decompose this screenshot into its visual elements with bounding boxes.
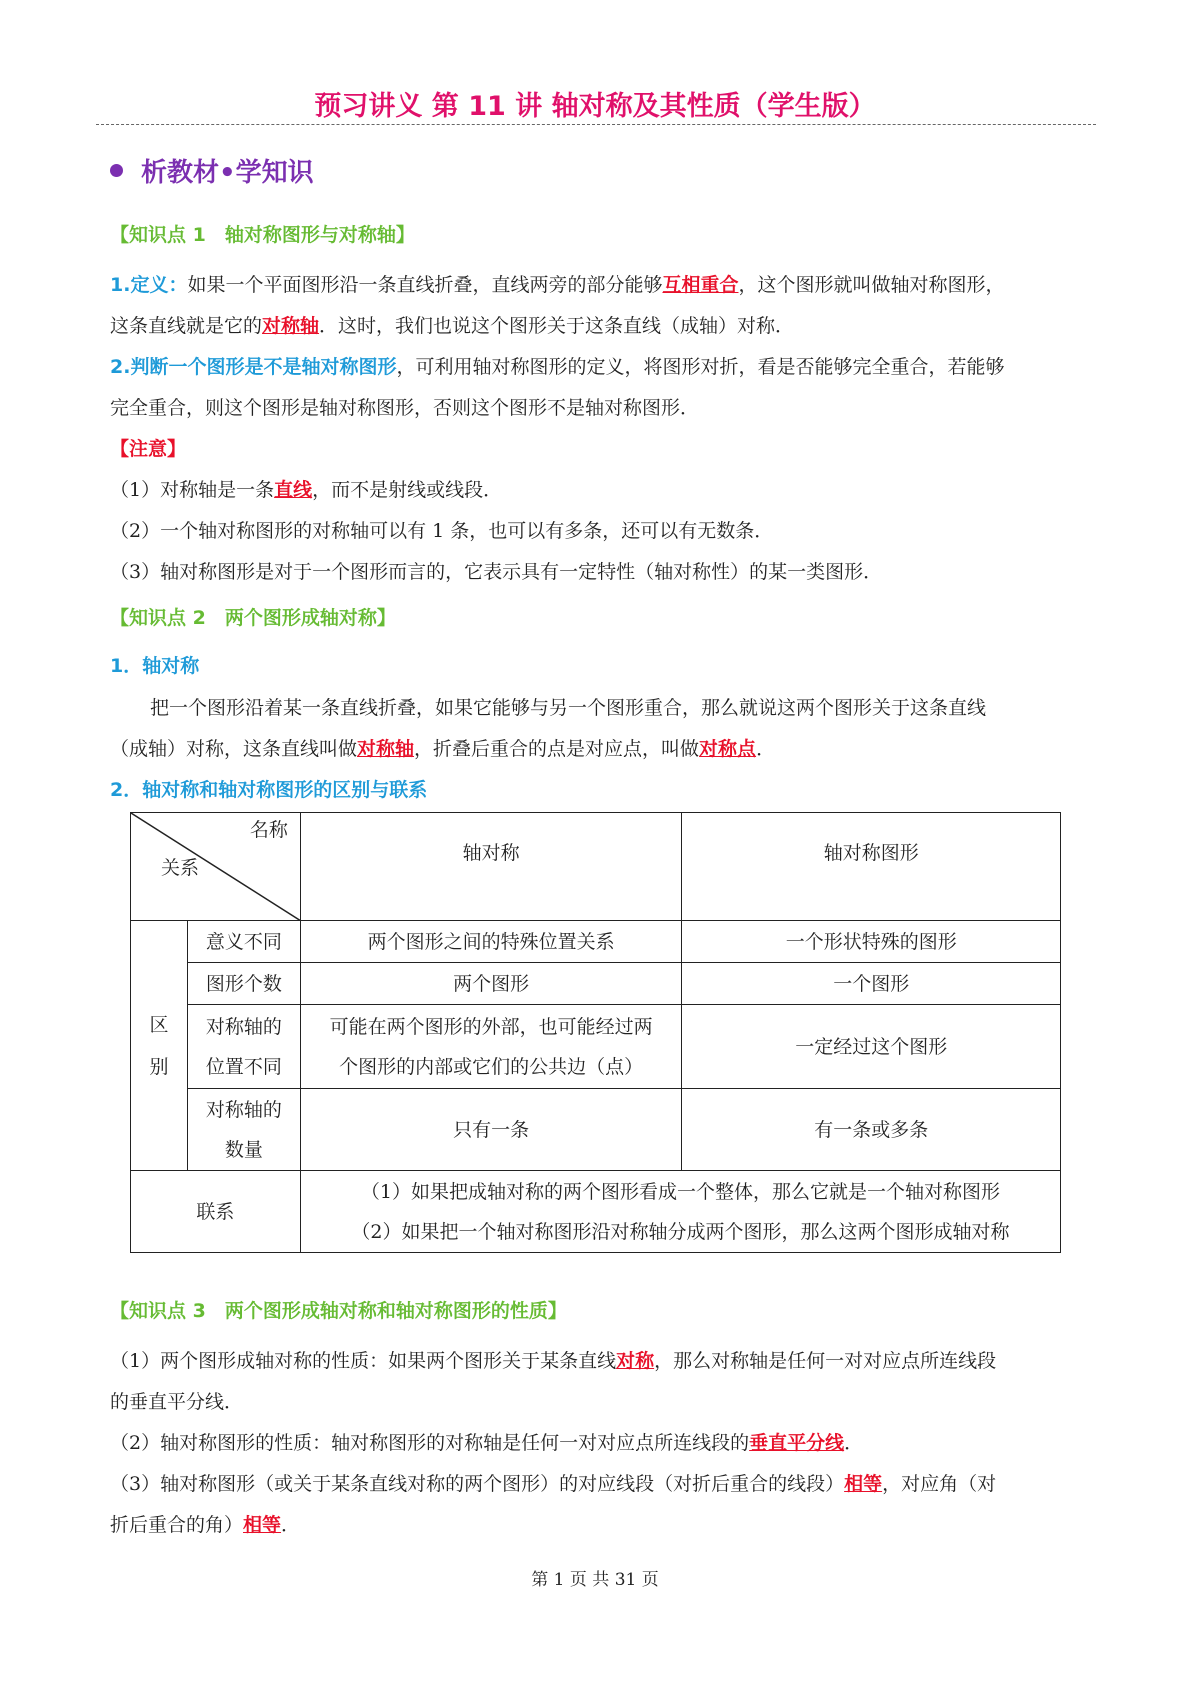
table-cell: 一个图形 xyxy=(682,963,1061,1005)
row-label: 图形个数 xyxy=(187,963,300,1005)
link-cell xyxy=(300,1171,1060,1253)
note-heading: 【注意】 xyxy=(110,438,187,460)
table-row-link xyxy=(131,1171,1061,1253)
kp2-sub1: 1．轴对称 xyxy=(110,655,200,677)
page-title: 预习讲义 第 11 讲 轴对称及其性质（学生版） xyxy=(314,91,876,122)
diagonal-header-cell xyxy=(131,813,301,921)
table-cell: 一个形状特殊的图形 xyxy=(682,921,1061,963)
kp1-judge-line2: 完全重合，则这个图形是轴对称图形，否则这个图形不是轴对称图形． xyxy=(110,397,700,419)
table-cell: 只有一条 xyxy=(300,1089,682,1171)
para-text: ． xyxy=(281,1514,301,1536)
kp2-para-line1: 把一个图形沿着某一条直线折叠，如果它能够与另一个图形重合，那么就说这两个图形关于这条直线 xyxy=(150,697,987,719)
key-term: 相等 xyxy=(243,1514,282,1536)
table-row xyxy=(131,963,1061,1005)
group-cell xyxy=(131,921,188,1171)
key-term: 互相重合 xyxy=(662,274,739,296)
section-heading xyxy=(110,152,314,189)
kp2-para-line2 xyxy=(110,734,1090,761)
group-label-b: 别 xyxy=(149,1055,169,1078)
group-label-a: 区 xyxy=(149,1013,169,1036)
row-label-line: 对称轴的 xyxy=(205,1015,282,1038)
kp1-definition-line2 xyxy=(110,311,1090,338)
kp1-heading: 【知识点 1 轴对称图形与对称轴】 xyxy=(110,224,415,246)
link-label: 联系 xyxy=(131,1171,301,1253)
table-row xyxy=(131,1089,1061,1171)
kp1-definition-line1 xyxy=(110,270,1090,297)
kp3-p3-line1 xyxy=(110,1469,1090,1496)
kp2-sub2: 2．轴对称和轴对称图形的区别与联系 xyxy=(110,779,428,801)
kp3-p2 xyxy=(110,1428,1090,1455)
table-cell: 两个图形之间的特殊位置关系 xyxy=(300,921,682,963)
cell-line: 可能在两个图形的外部，也可能经过两 xyxy=(329,1015,653,1038)
link-line-1: （1）如果把成轴对称的两个图形看成一个整体，那么它就是一个轴对称图形 xyxy=(360,1180,1000,1203)
col-header-2: 轴对称图形 xyxy=(682,813,1061,921)
table-cell: 一定经过这个图形 xyxy=(682,1005,1061,1089)
key-term: 垂直平分线 xyxy=(749,1432,845,1454)
row-label-line: 数量 xyxy=(224,1138,263,1161)
bullet-icon xyxy=(110,164,123,177)
note-1 xyxy=(110,475,1090,502)
row-label-line: 对称轴的 xyxy=(205,1098,282,1121)
table-cell xyxy=(300,1005,682,1089)
kp3-p1-line2: 的垂直平分线． xyxy=(110,1391,244,1413)
table-cell: 两个图形 xyxy=(300,963,682,1005)
kp3-p1-line1 xyxy=(110,1346,1090,1373)
judge-text: ，可利用轴对称图形的定义，将图形对折，看是否能够完全重合，若能够 xyxy=(396,356,1005,378)
note-text: ，而不是射线或线段． xyxy=(312,479,503,501)
key-term: 对称轴 xyxy=(357,738,415,760)
para-text: ，对应角（对 xyxy=(882,1473,997,1495)
para-text: ． xyxy=(844,1432,864,1454)
definition-label: 1.定义： xyxy=(110,274,188,296)
note-text: （1）对称轴是一条 xyxy=(110,479,275,501)
para-text: ． xyxy=(756,738,776,760)
definition-text: ，这个图形就叫做轴对称图形， xyxy=(738,274,1005,296)
para-text: ，那么对称轴是任何一对对应点所连线段 xyxy=(654,1350,997,1372)
key-term: 对称轴 xyxy=(262,315,320,337)
page-footer: 第 1 页 共 31 页 xyxy=(531,1570,659,1590)
key-term: 对称 xyxy=(616,1350,655,1372)
para-text: ，折叠后重合的点是对应点，叫做 xyxy=(414,738,700,760)
note-3: （3）轴对称图形是对于一个图形而言的，它表示具有一定特性（轴对称性）的某一类图形． xyxy=(110,561,883,583)
diag-top-label: 名称 xyxy=(249,819,288,841)
kp3-p3-line2 xyxy=(110,1510,1090,1537)
key-term: 相等 xyxy=(844,1473,883,1495)
title-divider xyxy=(96,124,1096,125)
definition-text: ．这时，我们也说这个图形关于这条直线（成轴）对称． xyxy=(319,315,795,337)
row-label xyxy=(187,1089,300,1171)
table-row xyxy=(131,1005,1061,1089)
col-header-1: 轴对称 xyxy=(300,813,682,921)
definition-text: 如果一个平面图形沿一条直线折叠，直线两旁的部分能够 xyxy=(187,274,663,296)
para-text: （2）轴对称图形的性质：轴对称图形的对称轴是任何一对对应点所连线段的 xyxy=(110,1432,750,1454)
cell-line: 个图形的内部或它们的公共边（点） xyxy=(339,1055,644,1078)
key-term: 直线 xyxy=(274,479,313,501)
para-text: （成轴）对称，这条直线叫做 xyxy=(110,738,358,760)
row-label-line: 位置不同 xyxy=(205,1055,282,1078)
kp1-judge-line1 xyxy=(110,352,1090,379)
comparison-table xyxy=(130,812,1061,1253)
para-text: 折后重合的角） xyxy=(110,1514,244,1536)
judge-label: 2.判断一个图形是不是轴对称图形 xyxy=(110,356,397,378)
para-text: （3）轴对称图形（或关于某条直线对称的两个图形）的对应线段（对折后重合的线段） xyxy=(110,1473,845,1495)
note-2: （2）一个轴对称图形的对称轴可以有 1 条，也可以有多条，还可以有无数条． xyxy=(110,520,774,542)
table-cell: 有一条或多条 xyxy=(682,1089,1061,1171)
key-term: 对称点 xyxy=(699,738,757,760)
definition-text: 这条直线就是它的 xyxy=(110,315,263,337)
row-label xyxy=(187,1005,300,1089)
row-label: 意义不同 xyxy=(187,921,300,963)
link-line-2: （2）如果把一个轴对称图形沿对称轴分成两个图形，那么这两个图形成轴对称 xyxy=(351,1220,1010,1243)
kp3-heading: 【知识点 3 两个图形成轴对称和轴对称图形的性质】 xyxy=(110,1300,567,1322)
table-row xyxy=(131,921,1061,963)
section-title: 析教材•学知识 xyxy=(141,158,314,188)
table-header-row xyxy=(131,813,1061,921)
para-text: （1）两个图形成轴对称的性质：如果两个图形关于某条直线 xyxy=(110,1350,617,1372)
kp2-heading: 【知识点 2 两个图形成轴对称】 xyxy=(110,607,396,629)
diag-bottom-label: 关系 xyxy=(161,857,200,879)
